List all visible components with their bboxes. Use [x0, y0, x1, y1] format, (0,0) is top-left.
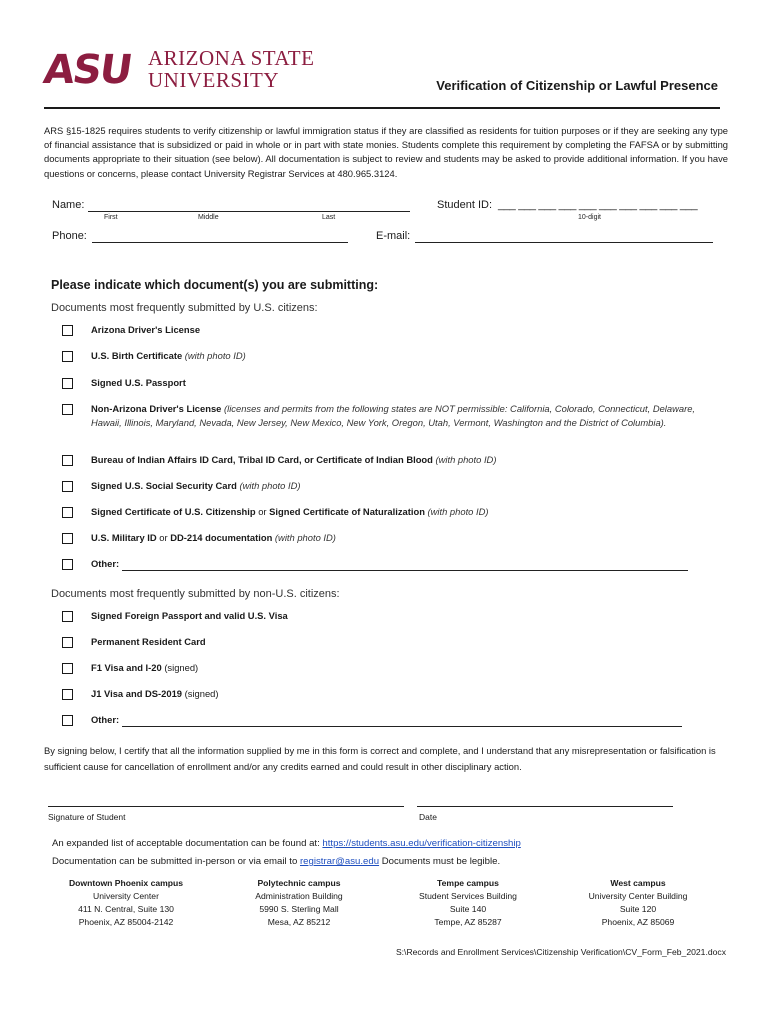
item-label: Other: [91, 558, 120, 569]
item-label: Permanent Resident Card [91, 636, 206, 647]
list-item [62, 661, 722, 675]
campus-name: Downtown Phoenix campus [68, 878, 184, 888]
list-item [62, 713, 722, 727]
checkbox-us-passport[interactable] [62, 378, 73, 389]
list-item [62, 479, 722, 493]
campus-polytechnic [219, 877, 379, 929]
logo-line-2: UNIVERSITY [148, 68, 279, 92]
item-note: (with photo ID) [435, 454, 497, 465]
documentation-info-line [52, 838, 521, 849]
logo-mark: ASU [40, 47, 134, 93]
date-field[interactable] [417, 796, 673, 807]
name-label: Name: [52, 199, 85, 211]
name-sub-last: Last [322, 214, 336, 221]
documents-heading: Please indicate which document(s) you are submitting: [51, 278, 379, 292]
info-tail: Documents must be legible. [381, 856, 501, 867]
item-note: (with photo ID) [184, 350, 246, 361]
item-connector: or [159, 532, 168, 543]
campus-name: Polytechnic campus [257, 878, 341, 888]
email-label: E-mail: [376, 230, 411, 242]
item-label: U.S. Birth Certificate [91, 350, 183, 361]
campus-line: University Center [93, 891, 159, 901]
campus-line: University Center Building [588, 891, 688, 901]
logo-line-1: ARIZONA STATE [148, 46, 315, 70]
item-label: Bureau of Indian Affairs ID Card, Tribal ID Card, or Certificate of Indian Blood [91, 454, 433, 465]
non-us-citizens-group-label: Documents most frequently submitted by non-U.S. citizens: [51, 588, 340, 600]
phone-field[interactable] [92, 230, 348, 243]
checkbox-non-az-drivers-license[interactable] [62, 404, 73, 415]
campus-line: Suite 120 [619, 904, 657, 914]
item-label: Other: [91, 714, 120, 725]
us-citizens-group-label: Documents most frequently submitted by U.S. citizens: [51, 302, 318, 314]
checkbox-birth-certificate[interactable] [62, 351, 73, 362]
campus-downtown-phoenix [46, 877, 206, 929]
campus-line: Phoenix, AZ 85069 [601, 917, 675, 927]
name-sub-middle: Middle [198, 214, 219, 221]
checkbox-foreign-passport-visa[interactable] [62, 611, 73, 622]
date-label: Date [419, 812, 437, 822]
student-id-field[interactable]: ___ ___ ___ ___ ___ ___ ___ ___ ___ ___ [498, 199, 698, 211]
campus-line: Tempe, AZ 85287 [434, 917, 502, 927]
item-label: F1 Visa and I-20 [91, 662, 162, 673]
item-label: Non-Arizona Driver's License [91, 403, 222, 414]
signature-field[interactable] [48, 796, 404, 807]
item-label: J1 Visa and DS-2019 [91, 688, 183, 699]
student-id-sub: 10-digit [578, 214, 601, 221]
registrar-email-link[interactable]: registrar@asu.edu [299, 856, 380, 867]
item-label: Signed Foreign Passport and valid U.S. Visa [91, 610, 288, 621]
document-title: Verification of Citizenship or Lawful Presence [436, 78, 718, 93]
file-path-footer: S:\Records and Enrollment Services\Citizenship Verification\CV_Form_Feb_2021.docx [395, 947, 726, 957]
name-sub-first: First [104, 214, 118, 221]
checkbox-military-id[interactable] [62, 533, 73, 544]
list-item [62, 505, 722, 519]
campus-line: Student Services Building [419, 891, 517, 901]
email-field[interactable] [415, 230, 713, 243]
list-item [62, 349, 722, 363]
non-us-other-field[interactable] [122, 716, 682, 727]
item-note: (signed) [164, 662, 199, 673]
checkbox-non-us-other[interactable] [62, 715, 73, 726]
item-note: (licenses and permits from the following states are NOT permissible: California, Colorado, Connecticut, Delaware, Hawaii, Illinois, Maryland, Nevada, New Jersey, New Mexico, New York, Oregon, Utah, Vermont, Washington and the District of Columbia). [91, 403, 696, 428]
header-rule [44, 107, 720, 109]
info-text: An expanded list of acceptable documentation can be found at: [52, 838, 320, 849]
campus-name: West campus [610, 878, 666, 888]
item-label: Signed U.S. Passport [91, 377, 186, 388]
item-note: (signed) [184, 688, 219, 699]
list-item [62, 376, 722, 390]
item-label: Signed Certificate of U.S. Citizenship [91, 506, 256, 517]
campus-line: 411 N. Central, Suite 130 [78, 904, 174, 914]
campus-line: Administration Building [255, 891, 343, 901]
campus-line: Phoenix, AZ 85004-2142 [78, 917, 174, 927]
item-note: (with photo ID) [274, 532, 336, 543]
checkbox-permanent-resident-card[interactable] [62, 637, 73, 648]
checkbox-social-security-card[interactable] [62, 481, 73, 492]
list-item [62, 687, 722, 701]
item-note: (with photo ID) [427, 506, 489, 517]
item-label-2: DD-214 documentation [170, 532, 273, 543]
item-label: Signed U.S. Social Security Card [91, 480, 237, 491]
item-label: Arizona Driver's License [91, 324, 201, 335]
verification-link[interactable]: https://students.asu.edu/verification-citizenship [322, 838, 521, 849]
info-text: Documentation can be submitted in-person or via email to [52, 856, 298, 867]
signature-label: Signature of Student [48, 812, 126, 822]
list-item [62, 635, 722, 649]
item-label: U.S. Military ID [91, 532, 157, 543]
checkbox-indian-affairs-id[interactable] [62, 455, 73, 466]
name-field[interactable] [88, 199, 410, 212]
phone-label: Phone: [52, 230, 87, 242]
campus-line: Suite 140 [449, 904, 487, 914]
list-item [62, 531, 722, 545]
campus-line: 5990 S. Sterling Mall [259, 904, 339, 914]
campus-name: Tempe campus [437, 878, 499, 888]
list-item [62, 557, 722, 571]
intro-paragraph: ARS §15-1825 requires students to verify citizenship or lawful immigration status if they are classified as residents for tuition purposes or if they are seeking any type of financial assistance that is subsidized or paid in whole or in part with state monies. Students complete this requirement by completing the FAFSA or by submitting documents appropriate to their situation (see below). All documentation is subject to review and students may be asked to provide additional information. If you have questions or concerns, please contact University Registrar Services at 480.965.3124. [44, 125, 728, 179]
campus-west [558, 877, 718, 929]
list-item [62, 609, 722, 623]
checkbox-citizenship-certificate[interactable] [62, 507, 73, 518]
checkbox-us-other[interactable] [62, 559, 73, 570]
checkbox-j1-visa[interactable] [62, 689, 73, 700]
submission-info-line [52, 856, 500, 867]
list-item [62, 323, 722, 337]
certification-statement: By signing below, I certify that all the information supplied by me in this form is correct and complete, and I understand that any misrepresentation or falsification is sufficient cause for cancellation of enrollment and/or any credits earned and could result in other disciplinary action. [44, 745, 716, 772]
checkbox-f1-visa[interactable] [62, 663, 73, 674]
item-note: (with photo ID) [239, 480, 301, 491]
student-id-label: Student ID: [437, 199, 493, 211]
list-item [62, 402, 722, 430]
checkbox-az-drivers-license[interactable] [62, 325, 73, 336]
campus-tempe [388, 877, 548, 929]
item-connector: or [258, 506, 267, 517]
us-other-field[interactable] [122, 560, 688, 571]
campus-line: Mesa, AZ 85212 [267, 917, 331, 927]
list-item [62, 453, 722, 467]
item-label-2: Signed Certificate of Naturalization [269, 506, 425, 517]
